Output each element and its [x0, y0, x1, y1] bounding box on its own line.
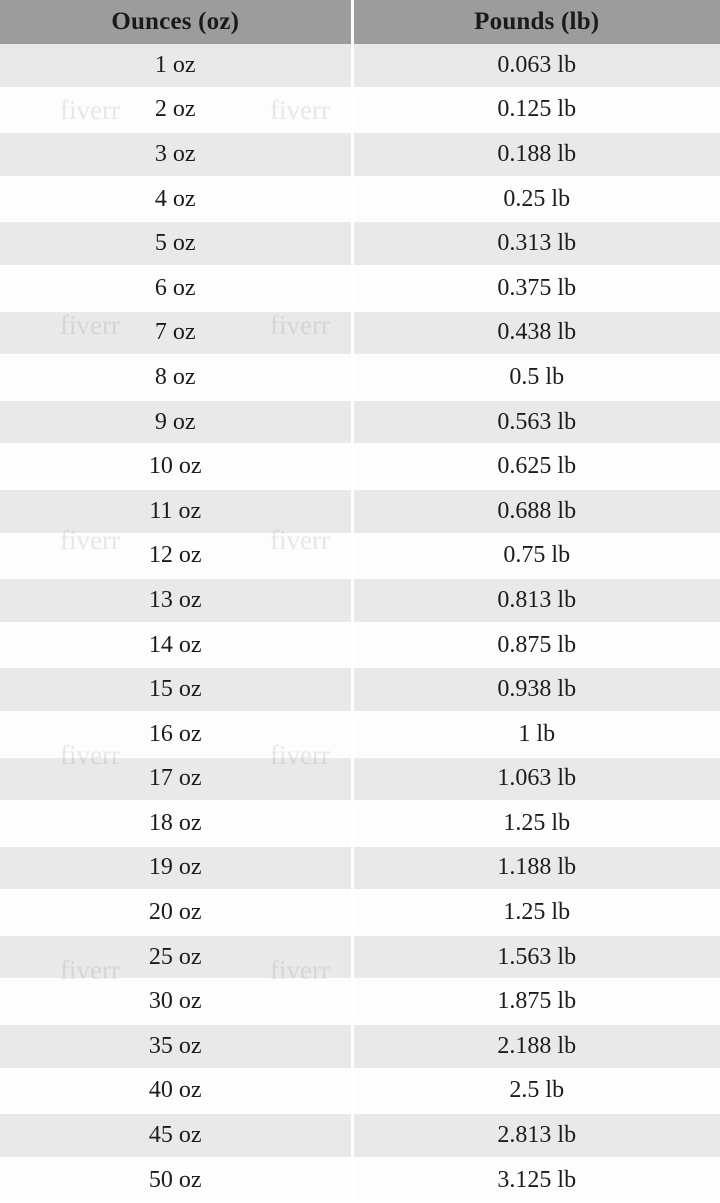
- cell-pounds: 0.313 lb: [352, 221, 720, 266]
- cell-ounces: 30 oz: [0, 979, 352, 1024]
- cell-ounces: 10 oz: [0, 444, 352, 489]
- cell-ounces: 13 oz: [0, 578, 352, 623]
- cell-ounces: 35 oz: [0, 1024, 352, 1069]
- table-row: [0, 355, 720, 400]
- cell-pounds: 0.125 lb: [352, 88, 720, 133]
- cell-pounds: 0.5 lb: [352, 355, 720, 400]
- table-row: [0, 1024, 720, 1069]
- cell-ounces: 15 oz: [0, 667, 352, 712]
- table-row: [0, 221, 720, 266]
- table-row: [0, 712, 720, 757]
- cell-pounds: 0.875 lb: [352, 623, 720, 668]
- cell-pounds: 1.063 lb: [352, 757, 720, 802]
- cell-ounces: 16 oz: [0, 712, 352, 757]
- table-row: [0, 311, 720, 356]
- column-header-ounces: Ounces (oz): [0, 0, 352, 44]
- cell-pounds: 0.563 lb: [352, 400, 720, 445]
- table-row: [0, 801, 720, 846]
- table-row: [0, 1158, 720, 1203]
- cell-pounds: 0.438 lb: [352, 311, 720, 356]
- table-row: [0, 890, 720, 935]
- cell-pounds: 0.25 lb: [352, 177, 720, 222]
- cell-pounds: 0.375 lb: [352, 266, 720, 311]
- table-header-row: [0, 0, 720, 44]
- table-body: [0, 44, 720, 1202]
- cell-pounds: 3.125 lb: [352, 1158, 720, 1203]
- table-row: [0, 667, 720, 712]
- table-row: [0, 1113, 720, 1158]
- table-row: [0, 846, 720, 891]
- table-row: [0, 266, 720, 311]
- cell-pounds: 1.875 lb: [352, 979, 720, 1024]
- table-row: [0, 935, 720, 980]
- cell-pounds: 0.188 lb: [352, 132, 720, 177]
- cell-ounces: 7 oz: [0, 311, 352, 356]
- cell-ounces: 18 oz: [0, 801, 352, 846]
- cell-ounces: 45 oz: [0, 1113, 352, 1158]
- cell-pounds: 0.625 lb: [352, 444, 720, 489]
- cell-pounds: 1.188 lb: [352, 846, 720, 891]
- table-header: [0, 0, 720, 44]
- cell-pounds: 1.25 lb: [352, 801, 720, 846]
- cell-pounds: 0.938 lb: [352, 667, 720, 712]
- cell-ounces: 14 oz: [0, 623, 352, 668]
- cell-ounces: 5 oz: [0, 221, 352, 266]
- cell-pounds: 0.688 lb: [352, 489, 720, 534]
- cell-ounces: 50 oz: [0, 1158, 352, 1203]
- cell-ounces: 2 oz: [0, 88, 352, 133]
- cell-pounds: 2.5 lb: [352, 1069, 720, 1114]
- table-row: [0, 578, 720, 623]
- table-row: [0, 44, 720, 88]
- cell-pounds: 0.063 lb: [352, 44, 720, 88]
- table-row: [0, 623, 720, 668]
- cell-ounces: 9 oz: [0, 400, 352, 445]
- cell-ounces: 19 oz: [0, 846, 352, 891]
- cell-pounds: 2.813 lb: [352, 1113, 720, 1158]
- table-row: [0, 757, 720, 802]
- cell-pounds: 1 lb: [352, 712, 720, 757]
- cell-pounds: 0.813 lb: [352, 578, 720, 623]
- cell-pounds: 2.188 lb: [352, 1024, 720, 1069]
- table-row: [0, 1069, 720, 1114]
- table-row: [0, 489, 720, 534]
- cell-ounces: 1 oz: [0, 44, 352, 88]
- table-row: [0, 534, 720, 579]
- table-row: [0, 979, 720, 1024]
- cell-ounces: 11 oz: [0, 489, 352, 534]
- table-row: [0, 88, 720, 133]
- cell-pounds: 1.563 lb: [352, 935, 720, 980]
- table-row: [0, 132, 720, 177]
- cell-ounces: 6 oz: [0, 266, 352, 311]
- cell-ounces: 12 oz: [0, 534, 352, 579]
- table-row: [0, 400, 720, 445]
- cell-ounces: 4 oz: [0, 177, 352, 222]
- cell-ounces: 8 oz: [0, 355, 352, 400]
- column-header-pounds: Pounds (lb): [352, 0, 720, 44]
- table-row: [0, 177, 720, 222]
- cell-ounces: 25 oz: [0, 935, 352, 980]
- cell-ounces: 20 oz: [0, 890, 352, 935]
- cell-pounds: 1.25 lb: [352, 890, 720, 935]
- cell-ounces: 17 oz: [0, 757, 352, 802]
- cell-ounces: 40 oz: [0, 1069, 352, 1114]
- cell-ounces: 3 oz: [0, 132, 352, 177]
- cell-pounds: 0.75 lb: [352, 534, 720, 579]
- table-row: [0, 444, 720, 489]
